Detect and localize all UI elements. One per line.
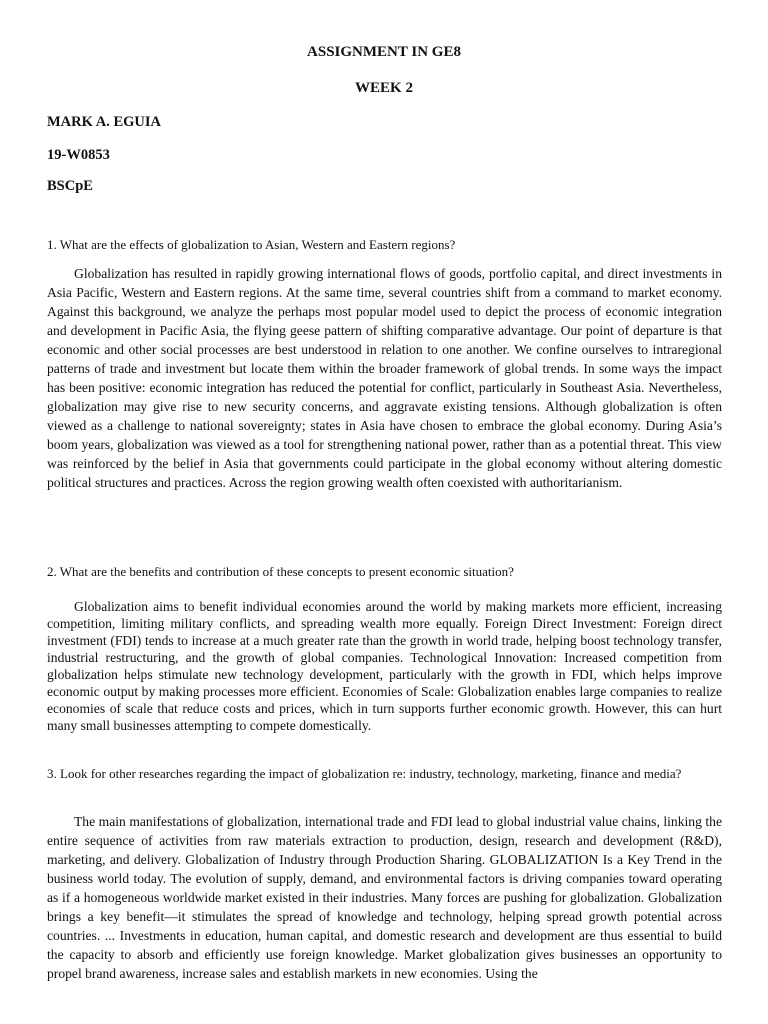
answer-2: Globalization aims to benefit individual economies around the world by making markets more efficient, increasing competition, limiting military conflicts, and spreading wealth more equally. Foreign Direct Investment: Foreign direct investment (FDI) tends to increase at a much greater rate than the growth in world trade, helping boost technology transfer, industrial restructuring, and the growth of global companies. Technological Innovation: Increased competition from globalization helps stimulate new technology development, particularly with the growth in FDI, which helps improve economic output by making processes more efficient. Economies of Scale: Globalization enables large companies to realize economies of scale that reduce costs and prices, which in turn supports further economic growth. However, this can hurt many small businesses attempting to compete domestically. (47, 599, 722, 733)
question-3: 3. Look for other researches regarding the impact of globalization re: industry, technology, marketing, finance and media? (47, 766, 682, 781)
answer-1: Globalization has resulted in rapidly growing international flows of goods, portfolio capital, and direct investments in Asia Pacific, Western and Eastern regions. At the same time, several countries shift from a command to market economy. Against this background, we analyze the perhaps most popular model used to depict the process of economic integration and development in Pacific Asia, the flying geese pattern of shifting comparative advantage. Our point of departure is that economic and other social processes are best understood in relation to one another. We confine ourselves to intraregional patterns of trade and investment but locate them within the broader framework of global trends. In some ways the impact has been positive: economic integration has reduced the potential for conflict, particularly in Southeast Asia. Nevertheless, globalization may give rise to new security concerns, and aggravate existing tensions. Although globalization is often viewed as a challenge to national sovereignty; states in Asia have chosen to embrace the global economy. During Asia’s boom years, globalization was viewed as a tool for strengthening national power, rather than as a potential threat. This view was reinforced by the belief in Asia that governments could participate in the global economy without altering domestic political structures and practices. Across the region growing wealth often coexisted with authoritarianism. (47, 266, 722, 490)
student-id: 19-W0853 (47, 147, 110, 163)
question-1: 1. What are the effects of globalization to Asian, Western and Eastern regions? (47, 237, 456, 252)
answer-3: The main manifestations of globalization, international trade and FDI lead to global industrial value chains, linking the entire sequence of activities from raw materials extraction to production, design, research and development (R&D), marketing, and delivery. Globalization of Industry through Production Sharing. GLOBALIZATION Is a Key Trend in the business world today. The evolution of supply, demand, and environmental factors is driving companies toward operating as if a homogeneous worldwide market existed in their industries. Many forces are pushing for globalization. Globalization brings a key benefit—it stimulates the spread of knowledge and technology, helping spread growth potential across countries. ... Investments in education, human capital, and domestic research and development are thus essential to build the capacity to absorb and efficiently use foreign knowledge. Market globalization gives businesses an opportunity to propel brand awareness, increase sales and establish markets in new economies. Using the (47, 814, 722, 981)
week-label: WEEK 2 (355, 80, 413, 96)
student-name: MARK A. EGUIA (47, 114, 161, 130)
question-2: 2. What are the benefits and contribution of these concepts to present economic situation? (47, 564, 514, 579)
course-label: BSCpE (47, 178, 93, 194)
document-title: ASSIGNMENT IN GE8 (307, 44, 461, 60)
